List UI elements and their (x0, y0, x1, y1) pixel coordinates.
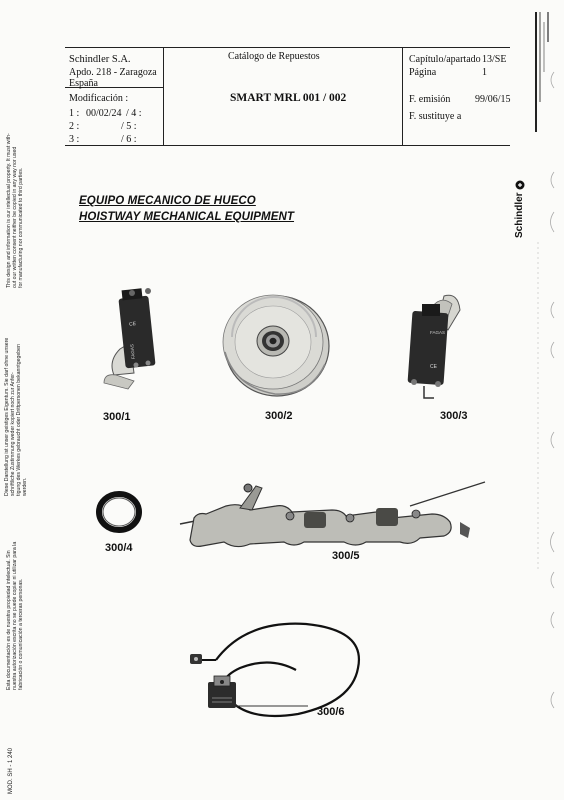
rail-clamp-assembly-icon (180, 478, 490, 548)
page-value: 1 (482, 67, 487, 78)
part-label-300-5: 300/5 (332, 550, 360, 562)
svg-text:FAGAS: FAGAS (430, 330, 446, 335)
chapter-value: 13/SE (482, 54, 507, 65)
mod-row-1-num: 1 : (69, 108, 80, 119)
model-name: SMART MRL 001 / 002 (230, 92, 347, 104)
mod-row-3-sep: / 6 : (121, 134, 137, 145)
copyright-note-spanish: Esta documentación es de nuestra propiedad intelectual. Sin nuestra autorización escrita no se puede copiar ni utilizar para la fabricación o comunicación a terceras personas. (6, 541, 24, 690)
copyright-note-english: This design and information is our intellectual property. It must with- out our written consent neither be copied in any way nor used for manufacturing nor communicated to third parties. (6, 133, 24, 288)
mod-row-2-num: 2 : (69, 121, 80, 132)
rubber-ring-icon (95, 490, 145, 536)
issue-date-value: 99/06/15 (475, 94, 511, 105)
mod-row-3-num: 3 : (69, 134, 80, 145)
company-address: Apdo. 218 - Zaragoza (69, 67, 157, 78)
header-divider-left (163, 47, 164, 145)
modification-label: Modificación : (69, 93, 129, 104)
svg-text:FAGAS: FAGAS (129, 343, 136, 360)
catalog-title: Catálogo de Repuestos (228, 51, 320, 62)
company-name: Schindler S.A. (69, 54, 131, 65)
page-label: Página (409, 67, 437, 78)
mod-row-2-sep: / 5 : (121, 121, 137, 132)
company-country: España (69, 78, 98, 89)
replaces-label: F. sustituye a (409, 111, 462, 122)
limit-switch-icon (400, 290, 470, 405)
header-top-rule (65, 47, 510, 48)
pulley-icon (220, 292, 330, 402)
mod-row-1-date: 00/02/24 (86, 108, 122, 119)
header-bottom-rule (65, 145, 510, 146)
mod-row-1-sep: / 4 : (126, 108, 142, 119)
part-label-300-2: 300/2 (265, 410, 293, 422)
section-title-english: HOISTWAY MECHANICAL EQUIPMENT (79, 211, 295, 223)
part-label-300-1: 300/1 (103, 411, 131, 423)
part-label-300-6: 300/6 (317, 706, 345, 718)
limit-switch-icon (100, 283, 170, 393)
binding-marks (524, 12, 564, 772)
part-label-300-4: 300/4 (105, 542, 133, 554)
copyright-note-german: Diese Darstellung ist unser geistiges Eigentum. Sie darf ohne unsere schriftliche Zustimmung weder kopiert noch zur Anfer- tigung des Werkes gebraucht oder Drittpersonen bekanntgegeben werden. (4, 337, 28, 496)
header-divider-right (402, 47, 403, 145)
form-code: MOD. SH - 1 240 (8, 747, 14, 794)
issue-date-label: F. emisión (409, 94, 451, 105)
part-label-300-3: 300/3 (440, 410, 468, 422)
brand-logo-text: Schindler (514, 192, 525, 238)
chapter-label: Capítulo/apartado (409, 54, 481, 65)
svg-text:CE: CE (430, 364, 437, 370)
svg-text:CE: CE (128, 321, 137, 328)
section-title-spanish: EQUIPO MECANICO DE HUECO (79, 195, 256, 207)
